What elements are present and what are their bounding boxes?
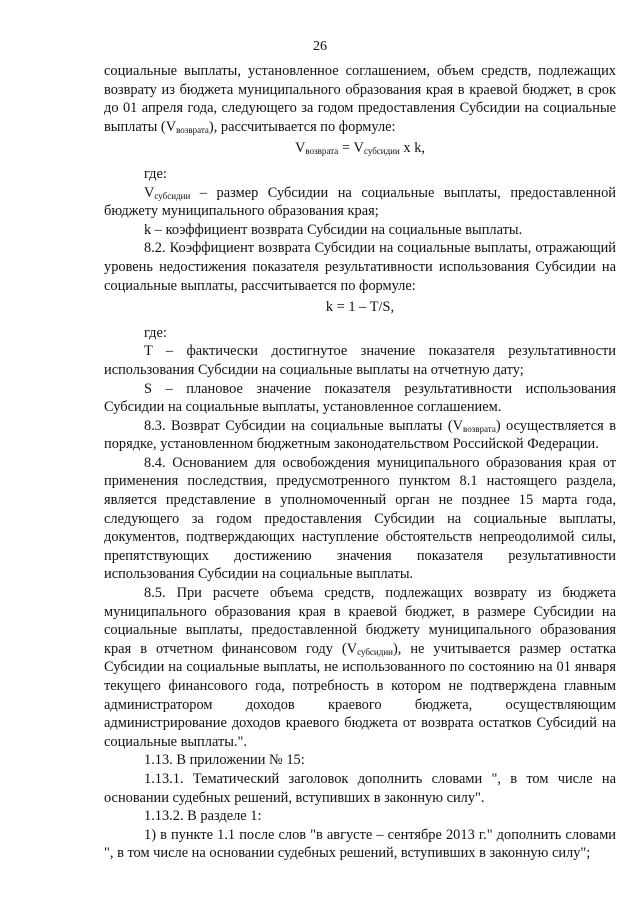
paragraph-8-3: 8.3. Возврат Субсидии на социальные выплаты $(V_{возврата})$ осуществляется в порядке, установленном бюджетным законодательством Российской Федерации. [104,417,617,453]
definition-v-subsidy: $V_{субсидии}$ – размер Субсидии на социальные выплаты, предоставленной бюджету муниципального образования края; [104,184,616,220]
paragraph-8-2: 8.2. Коэффициент возврата Субсидии на социальные выплаты, отражающий уровень недостижения показателя результативности использования Субсидии на социальные выплаты, рассчитывается по формуле: [104,240,616,294]
definition-t: T – фактически достигнутое значение показателя результативности использования Субсидии на социальные выплаты на отчетную дату; [104,343,616,378]
paragraph-continuation: социальные выплаты, установленное соглашением, объем средств, подлежащих возврату из бюджета муниципального образования края в краевой бюджет, в срок до 01 апреля года, следующего за годом предоставления Субсидии на социальные выплаты $(V_{возврата})$, рассчитывается по формуле: [104,63,616,135]
definition-s: S – плановое значение показателя результативности использования Субсидии на социальные выплаты, установленное соглашением. [104,380,616,416]
definition-k: k – коэффициент возврата Субсидии на социальные выплаты. [144,221,523,238]
document-body [104,62,616,863]
paragraph-8-4: 8.4. Основанием для освобождения муниципального образования края от применения последствия, предусмотренного пунктом 8.1 настоящего раздела, является представление в уполномоченный орган не позднее 15 марта года, следующего за годом предоставления Субсидии на социальные выплаты, документов, подтверждающих наступление обстоятельств непреодолимой силы, препятствующих достижению значения показателя результативности использования Субсидии на социальные выплаты. [104,454,616,583]
formula-coefficient: k = 1 – T/S, [325,299,395,316]
paragraph-1-13-1: 1.13.1. Тематический заголовок дополнить словами ", в том числе на основании судебных решений, вступивших в законную силу". [104,770,616,806]
paragraph-8-5: 8.5. При расчете объема средств, подлежащих возврату из бюджета муниципального образования края в краевой бюджет, в размере Субсидии на социальные выплаты, предоставленной бюджету муниципального образования края в отчетном финансовом году $(V_{субсидии})$, не учитывается размер остатка Субсидии на социальные выплаты, не использованного по состоянию на 01 января текущего финансового года, потребность в котором не подтверждена главным администратором доходов краевого бюджета, осуществляющим администрирование доходов краевого бюджета от возврата остатков Субсидий на социальные выплаты.". [104,585,617,750]
paragraph-1-13-2: 1.13.2. В разделе 1: [144,808,262,825]
paragraph-1-13-2-item-1: 1) в пункте 1.1 после слов "в августе – сентябре 2013 г." дополнить словами ", в том числе на основании судебных решений, вступивших в законную силу"; [104,826,616,862]
page-number: 26 [313,39,327,54]
where-label-2: где: [144,324,167,341]
where-label-1: где: [144,165,167,182]
formula-return: $V_{возврата} = V_{субсидии}$ x k, [295,140,425,157]
paragraph-1-13: 1.13. В приложении № 15: [144,752,305,769]
